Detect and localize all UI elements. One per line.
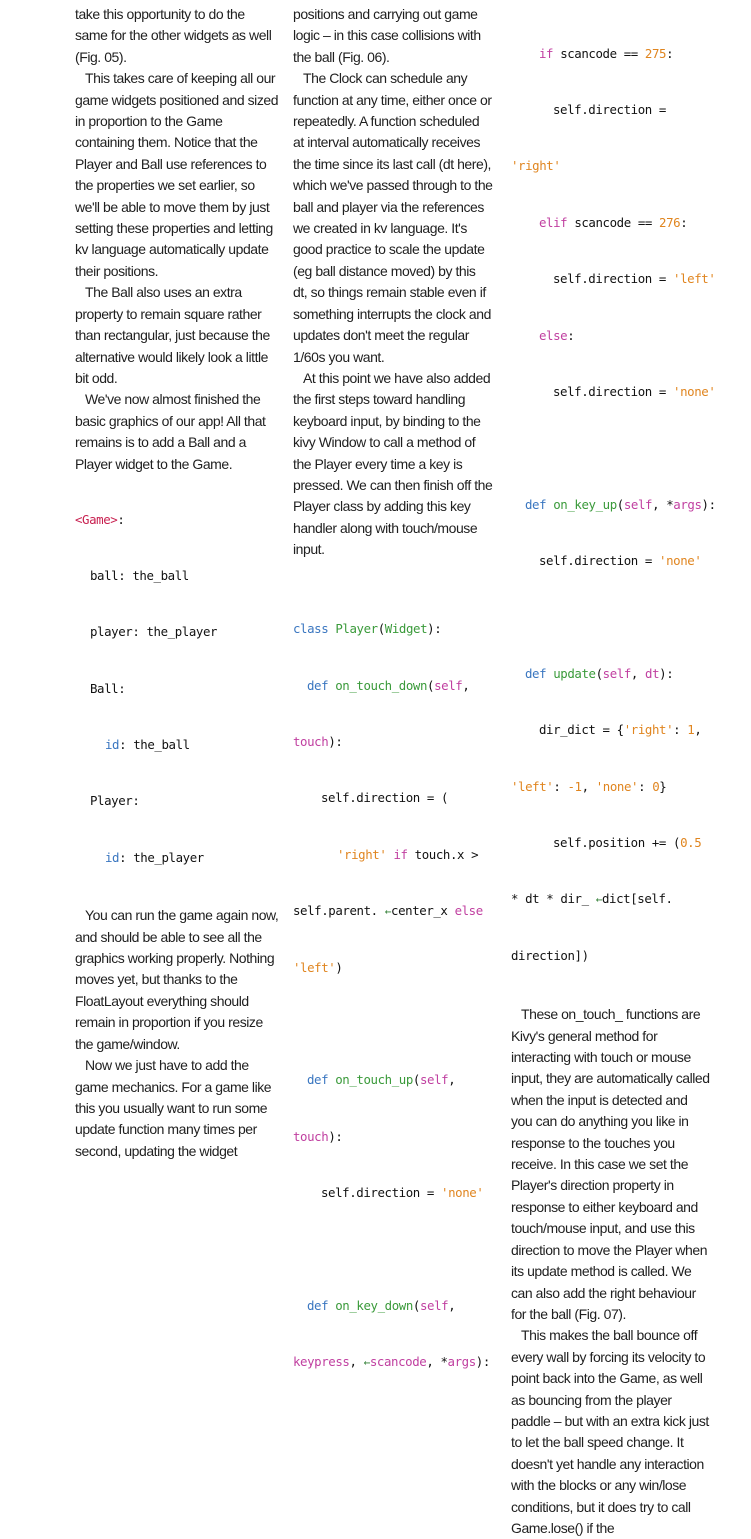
- column-1: [75, 0, 280, 1162]
- line-continuation-arrow-icon: ←: [384, 905, 392, 919]
- code-token: dt: [645, 665, 660, 681]
- code-token: ):: [328, 733, 343, 749]
- code-token: else: [454, 903, 483, 919]
- paragraph: This makes the ball bounce off every wall by forcing its velocity to point back into the Game, as well as bouncing from the player paddle – but with an extra kick just to let the ball speed change. It doesn't yet handle any interaction with the blocks or any win/lose conditions, but it does try to call Game.lose() if the: [511, 1327, 709, 1536]
- code-token: ):: [475, 1354, 490, 1370]
- code-token: on_touch_up: [335, 1072, 413, 1088]
- code-token: self.direction =: [553, 383, 666, 399]
- paragraph: The Clock can schedule any function at any time, either once or repeatedly. A function scheduled at interval automatically receives the time since its last call (dt here), which we've passed through to the ball and player via the references we created in kv language. It's good practice to scale the update (eg ball distance moved) by this dt, so things remain stable even if something interrupts the clock and updates don't meet the regular 1/60s you want.: [293, 70, 493, 365]
- paragraph: Now we just have to add the game mechanics. For a game like this you usually want to run some update function many times per second, updating the widget: [75, 1057, 272, 1159]
- code-token: :: [553, 778, 561, 794]
- code-token: on_touch_down: [335, 677, 428, 693]
- paragraph: We've now almost finished the basic graphics of our app! All that remains is to add a Ball and a Player widget to the Game.: [75, 391, 266, 472]
- code-token: def: [307, 677, 329, 693]
- code-token: ): [335, 959, 343, 975]
- code-token: on_key_down: [335, 1297, 413, 1313]
- code-token: if: [393, 846, 408, 862]
- code-token: self.direction =: [539, 553, 652, 569]
- code-token: :: [680, 214, 688, 230]
- code-token: ,: [349, 1354, 357, 1370]
- code-token: self: [434, 677, 463, 693]
- code-token: touch: [293, 1128, 329, 1144]
- code-token: self.direction =: [553, 271, 666, 287]
- code-token: 275: [644, 45, 667, 61]
- code-line: ball: the_ball: [90, 567, 189, 583]
- code-token: touch: [293, 733, 329, 749]
- code-token: 'right': [337, 846, 387, 862]
- paragraph: positions and carrying out game logic – in this case collisions with the ball (Fig. 06).: [293, 6, 481, 65]
- code-token: id: [105, 849, 120, 865]
- code-token: ,: [462, 677, 470, 693]
- code-token: 'none': [673, 383, 716, 399]
- code-token: , *: [652, 496, 674, 512]
- code-token: <Game>: [75, 511, 118, 527]
- code-token: else: [539, 327, 568, 343]
- code-token: : the_player: [119, 849, 204, 865]
- code-block: [75, 473, 280, 905]
- code-line: self.direction = (: [321, 790, 449, 806]
- paragraph: At this point we have also added the first steps toward handling keyboard input, by binding to the kivy Window to call a method of the Player every time a key is pressed. We can then finish off the Player class by adding this key handler along with touch/mouse input.: [293, 369, 493, 558]
- code-block: [293, 583, 493, 1410]
- code-token: self: [419, 1072, 449, 1088]
- code-token: touch.x >: [414, 846, 479, 862]
- code-token: on_key_up: [553, 496, 617, 512]
- code-token: center_x: [391, 903, 448, 919]
- code-token: update: [553, 665, 596, 681]
- code-token: :: [117, 511, 125, 527]
- code-token: 1: [687, 722, 695, 738]
- paragraph: These on_touch_ functions are Kivy's general method for interacting with touch or mouse input, they are automatically called when the input is detected and you can do anything you like in response to the touches you receive. In this case we set the Player's direction property in response to either keyboard and touch/mouse input, and use this direction to move the Player when its update method is called. We can also add the right behaviour for the ball (Fig. 07).: [511, 1006, 710, 1322]
- paragraph: You can run the game again now, and should be able to see all the graphics working properly. Nothing moves yet, but thanks to the FloatLayout everything should remain in proportion if you resize the game/window.: [75, 907, 279, 1052]
- code-token: 'right': [511, 158, 561, 174]
- code-token: :: [638, 778, 646, 794]
- code-token: ,: [448, 1297, 456, 1313]
- code-token: scancode ==: [560, 45, 638, 61]
- code-token: def: [525, 665, 547, 681]
- code-block: [511, 7, 716, 1003]
- code-token: , *: [426, 1354, 448, 1370]
- paragraph: take this opportunity to do the same for the other widgets as well (Fig. 05).: [75, 6, 272, 65]
- code-token: :: [666, 45, 674, 61]
- code-token: self.direction =: [321, 1185, 434, 1201]
- code-line: direction]): [511, 947, 589, 963]
- code-token: def: [307, 1297, 329, 1313]
- code-token: 'left': [673, 271, 716, 287]
- code-token: if: [539, 45, 554, 61]
- code-token: args: [447, 1354, 476, 1370]
- code-token: (: [412, 1072, 420, 1088]
- code-token: ,: [581, 778, 589, 794]
- code-line: Ball:: [90, 680, 126, 696]
- code-token: (: [412, 1297, 420, 1313]
- code-token: keypress: [293, 1354, 350, 1370]
- code-token: self.position += (: [553, 835, 681, 851]
- code-token: class: [293, 621, 329, 637]
- code-token: * dt * dir_: [511, 891, 589, 907]
- code-token: (: [377, 621, 385, 637]
- code-token: ):: [659, 665, 674, 681]
- code-token: ):: [701, 496, 716, 512]
- code-token: self: [419, 1297, 449, 1313]
- code-token: ,: [630, 665, 638, 681]
- code-token: -1: [567, 778, 582, 794]
- code-token: self.parent.: [293, 903, 378, 919]
- code-token: 'right': [623, 722, 674, 738]
- code-line: self.direction =: [553, 101, 666, 117]
- code-token: }: [659, 778, 667, 794]
- code-token: 'none': [595, 778, 639, 794]
- code-token: def: [525, 496, 547, 512]
- code-token: ,: [448, 1072, 456, 1088]
- code-token: id: [105, 737, 120, 753]
- code-token: self: [602, 665, 631, 681]
- code-token: 0: [652, 778, 660, 794]
- code-token: ):: [328, 1128, 343, 1144]
- code-token: args: [673, 496, 702, 512]
- code-token: self: [623, 496, 653, 512]
- column-2: [293, 0, 493, 1410]
- code-token: def: [307, 1072, 329, 1088]
- code-token: ,: [694, 722, 702, 738]
- code-token: Widget: [384, 621, 428, 637]
- code-token: :: [673, 722, 681, 738]
- paragraph: The Ball also uses an extra property to remain square rather than rectangular, just because the alternative would likely look a little bit odd.: [75, 284, 270, 386]
- code-line: Player:: [90, 793, 140, 809]
- code-token: (: [616, 496, 624, 512]
- paragraph: This takes care of keeping all our game widgets positioned and sized in proportion to the Game containing them. Notice that the Player and Ball use references to the properties we set earlier, so we'll be able to move them by just setting these properties and letting kv language automatically update their positions.: [75, 70, 279, 279]
- code-token: elif: [539, 214, 568, 230]
- code-token: 'none': [441, 1185, 484, 1201]
- code-token: scancode ==: [574, 214, 652, 230]
- code-line: player: the_player: [90, 624, 218, 640]
- code-token: dict[self.: [601, 891, 673, 907]
- code-token: (: [595, 665, 603, 681]
- code-token: 'none': [659, 553, 702, 569]
- column-3: [511, 0, 716, 1539]
- line-continuation-arrow-icon: ←: [595, 893, 602, 907]
- code-token: : the_ball: [119, 737, 190, 753]
- code-token: (: [427, 677, 435, 693]
- code-token: 0.5: [680, 835, 702, 851]
- code-token: dir_dict = {: [539, 722, 624, 738]
- code-token: Player: [335, 621, 378, 637]
- code-token: :: [567, 327, 575, 343]
- code-token: 276: [659, 214, 681, 230]
- code-token: scancode: [369, 1354, 427, 1370]
- code-token: 'left': [511, 778, 554, 794]
- code-token: 'left': [293, 959, 336, 975]
- line-continuation-arrow-icon: ←: [363, 1356, 370, 1370]
- code-token: ):: [427, 621, 442, 637]
